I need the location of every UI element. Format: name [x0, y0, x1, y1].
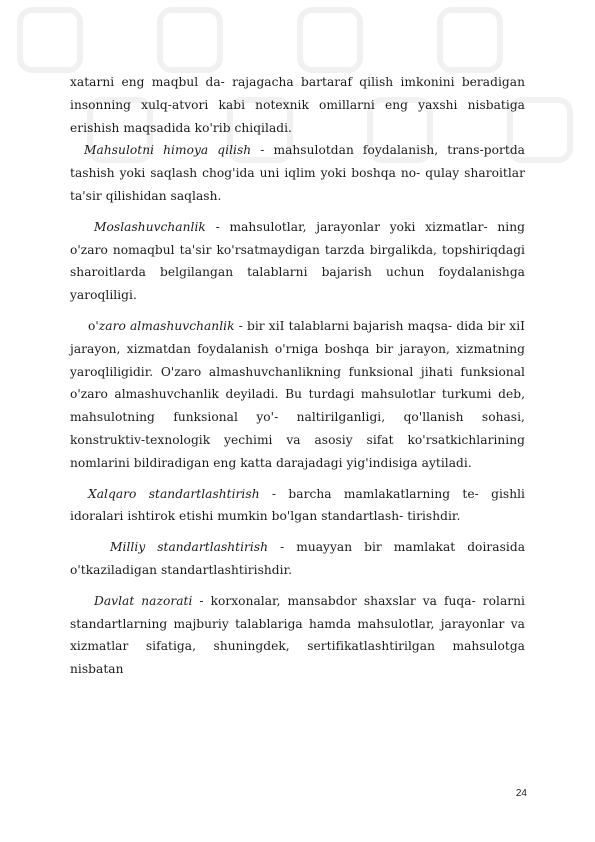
term-ozaro-almashuvchanlik: 'zaro almashuvchanlik [95, 318, 235, 333]
term-xalqaro-standartlashtirish: Xalqaro standartlashtirish [88, 486, 260, 501]
paragraph-7 [70, 590, 525, 681]
paragraph-4-text: - bir xiI talablarni bajarish maqsa- dida bir xiI jarayon, xizmatdan foydalanish o'rniga boshqa bir jarayon, xizmatning yaroqliligidir. O'zaro almashuvchanlikning funksional jihati funksional o'zaro almashuvchanlik deyiladi. Bu turdagi mahsulotlar turkumi deb, mahsulotning funksional yo'- naltirilganligi, qo'llanish sohasi, konstruktiv-texnologik yechimi va asosiy sifat ko'rsatkichlarining nomlarini bildiradigan eng katta darajadagi yig'indisiga aytiladi. [70, 318, 526, 470]
paragraph-1 [70, 71, 525, 139]
paragraph-3-text: - mahsulotlar, jarayonlar yoki xizmatlar- ning o'zaro nomaqbul ta'sir ko'rsatmaydigan tarzda birgalikda, topshiriqdagi sharoitlarda belgilangan talablarni bajarish uchun foydalanishga yaroqliligi. [70, 219, 525, 303]
term-prefix: o [88, 318, 96, 333]
term-milliy-standartlashtirish: Milliy standartlashtirish [110, 540, 269, 555]
paragraph-1-text: xatarni eng maqbul da- rajagacha bartaraf qilish imkonini beradigan insonning xulq-atvori kabi notexnik omillarni eng yaxshi nisbatiga erishish maqsadida ko'rib chiqiladi. [70, 75, 525, 135]
paragraph-6 [70, 536, 525, 582]
paragraph-5 [70, 483, 525, 529]
paragraph-3 [70, 216, 525, 307]
paragraph-6-text: - muayyan bir mamlakat doirasida o'tkaziladigan standartlashtirishdir. [70, 540, 526, 577]
term-davlat-nazorati: Davlat nazorati [94, 593, 193, 608]
term-mahsulotni-himoya-qilish: Mahsulotni himoya qilish [84, 143, 252, 158]
document-body [70, 71, 525, 681]
term-moslashuvchanlik: Moslashuvchanlik [94, 219, 206, 234]
page-number: 24 [515, 788, 527, 799]
paragraph-5-text: - barcha mamlakatlarning te- gishli idoralari ishtirok etishi mumkin bo'lgan standartlash- tirishdir. [70, 486, 525, 524]
paragraph-7-text: - korxonalar, mansabdor shaxslar va fuqa- rolarni standartlarning majburiy talablariga hamda mahsulotlar, jarayonlar va xizmatlar sifatiga, shuningdek, sertifikatlashtirilgan mahsulotga nisbatan [70, 593, 525, 677]
paragraph-2-text: - mahsulotdan foydalanish, trans-portda tashish yoki saqlash chog'ida uni iqlim yoki boshqa no- qulay sharoitlar ta'sir qilishidan saqlash. [70, 143, 525, 203]
paragraph-2 [70, 139, 525, 207]
paragraph-4 [70, 315, 525, 475]
